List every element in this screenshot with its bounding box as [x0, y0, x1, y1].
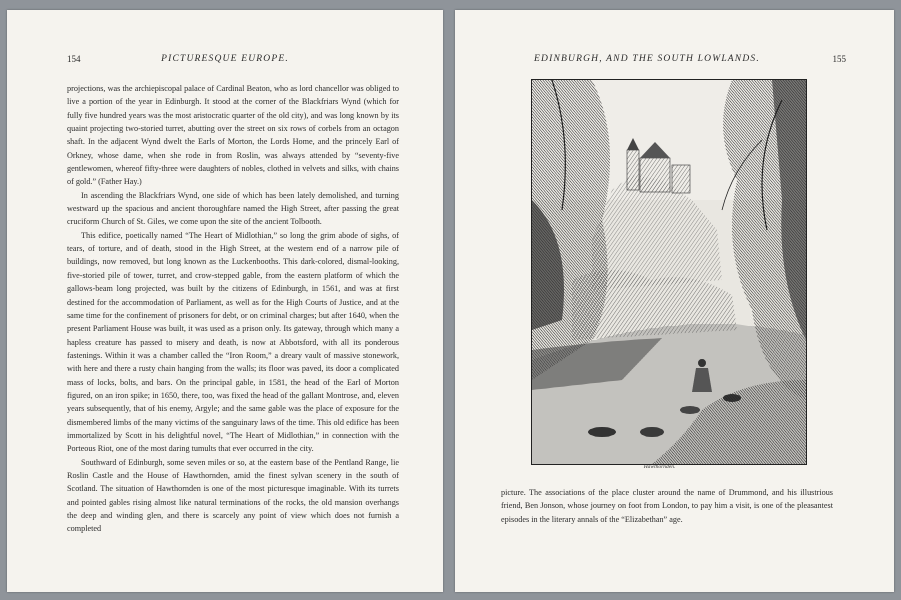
right-page — [455, 10, 894, 592]
left-page-header — [7, 54, 443, 70]
engraving-illustration — [531, 79, 807, 465]
illustration-caption: Hawthornden. — [643, 464, 676, 470]
left-page-body — [67, 82, 399, 536]
right-running-title: EDINBURGH, AND THE SOUTH LOWLANDS. — [534, 54, 760, 64]
paragraph: picture. The associations of the place cluster around the name of Drummond, and his illustrious friend, Ben Jonson, whose journey on foot from London, to pay him a visit, is one of the pleasantest episodes in the literary annals of the “Elizabethan” age. — [501, 488, 833, 524]
paragraph: In ascending the Blackfriars Wynd, one side of which has been lately demolished, and turning westward up the spacious and ancient thoroughfare named the High Street, after passing the great cruciform Church of St. Giles, we come upon the site of the ancient Tolbooth. — [67, 190, 399, 227]
right-page-number: 155 — [832, 54, 846, 64]
paragraph: Southward of Edinburgh, some seven miles or so, at the eastern base of the Pentland Range, lie Roslin Castle and the House of Hawthornden, amid the finest sylvan scenery in the south of Scotland. The situation of Hawthornden is one of the most picturesque imaginable. With its turrets and pointed gables rising almost like natural terminations of the rocks, the old mansion overhangs the deep and winding glen, and there is scarcely any point of view which does not furnish a completed — [67, 457, 399, 534]
hawthornden-engraving — [532, 80, 806, 464]
right-page-body — [501, 486, 833, 526]
paragraph: projections, was the archiepiscopal palace of Cardinal Beaton, who as lord chancellor was obliged to live a portion of the year in Edinburgh. It stood at the corner of the Blackfriars Wynd (which for fully five hundred years was the most aristocratic quarter of the old city), and was long known by its quaint projecting two-storied turret, abutting over the street on six rows of corbels from an octagon shaft. In the adjacent Wynd dwelt the Earls of Morton, the Lords Home, and the princely Earl of Orkney, whose dame, when she rode in from Roslin, was always attended by “seventy-five gentlewomen, whereof fifty-three were daughters of nobles, clothed in velvets and silks, with chains of gold.” (Father Hay.) — [67, 84, 399, 187]
left-running-title: PICTURESQUE EUROPE. — [161, 54, 289, 64]
left-page-number: 154 — [67, 54, 81, 64]
paragraph: This edifice, poetically named “The Heart of Midlothian,” so long the grim abode of sighs, of tears, of torture, and of death, stood in the High Street, at the western end of a narrow pile of buildings, now removed, but long known as the Luckenbooths. This dark-colored, dismal-looking, five-storied pile of tower, turret, and crow-stepped gable, from the eastern platform of which the gallows-beam long projected, was built by the citizens of Edinburgh, in 1561, and was at first destined for the accommodation of Parliament, as well as for the High Courts of Justice, and at the same time for the confinement of prisoners for debt, or on criminal charges; but after 1640, when the present Parliament House was built, it was used as a prison only. Its gateway, through which many a hapless creature has passed to misery and death, is now at Abbotsford, with all its ponderous fastenings. Within it was a chamber called the “Iron Room,” a dreary vault of massive stonework, with here and there a rusty chain hanging from the walls; its floor was paved, its door a complicated mass of locks, bolts, and bars. On the principal gable, in 1581, the head of the Earl of Morton figured, on an iron spike; in 1650, there, too, was fixed the head of the gallant Montrose, and, eleven years subsequently, that of his enemy, Argyle; and the same gable was the place of exposure for the dismembered limbs of the many victims of the sanguinary laws of the time. This old edifice has been immortalized by Scott in his delightful novel, “The Heart of Midlothian,” in connection with the Porteous Riot, one of the most daring tumults that ever occurred in the city. — [67, 230, 399, 454]
left-page — [7, 10, 443, 592]
right-page-header — [455, 54, 894, 70]
